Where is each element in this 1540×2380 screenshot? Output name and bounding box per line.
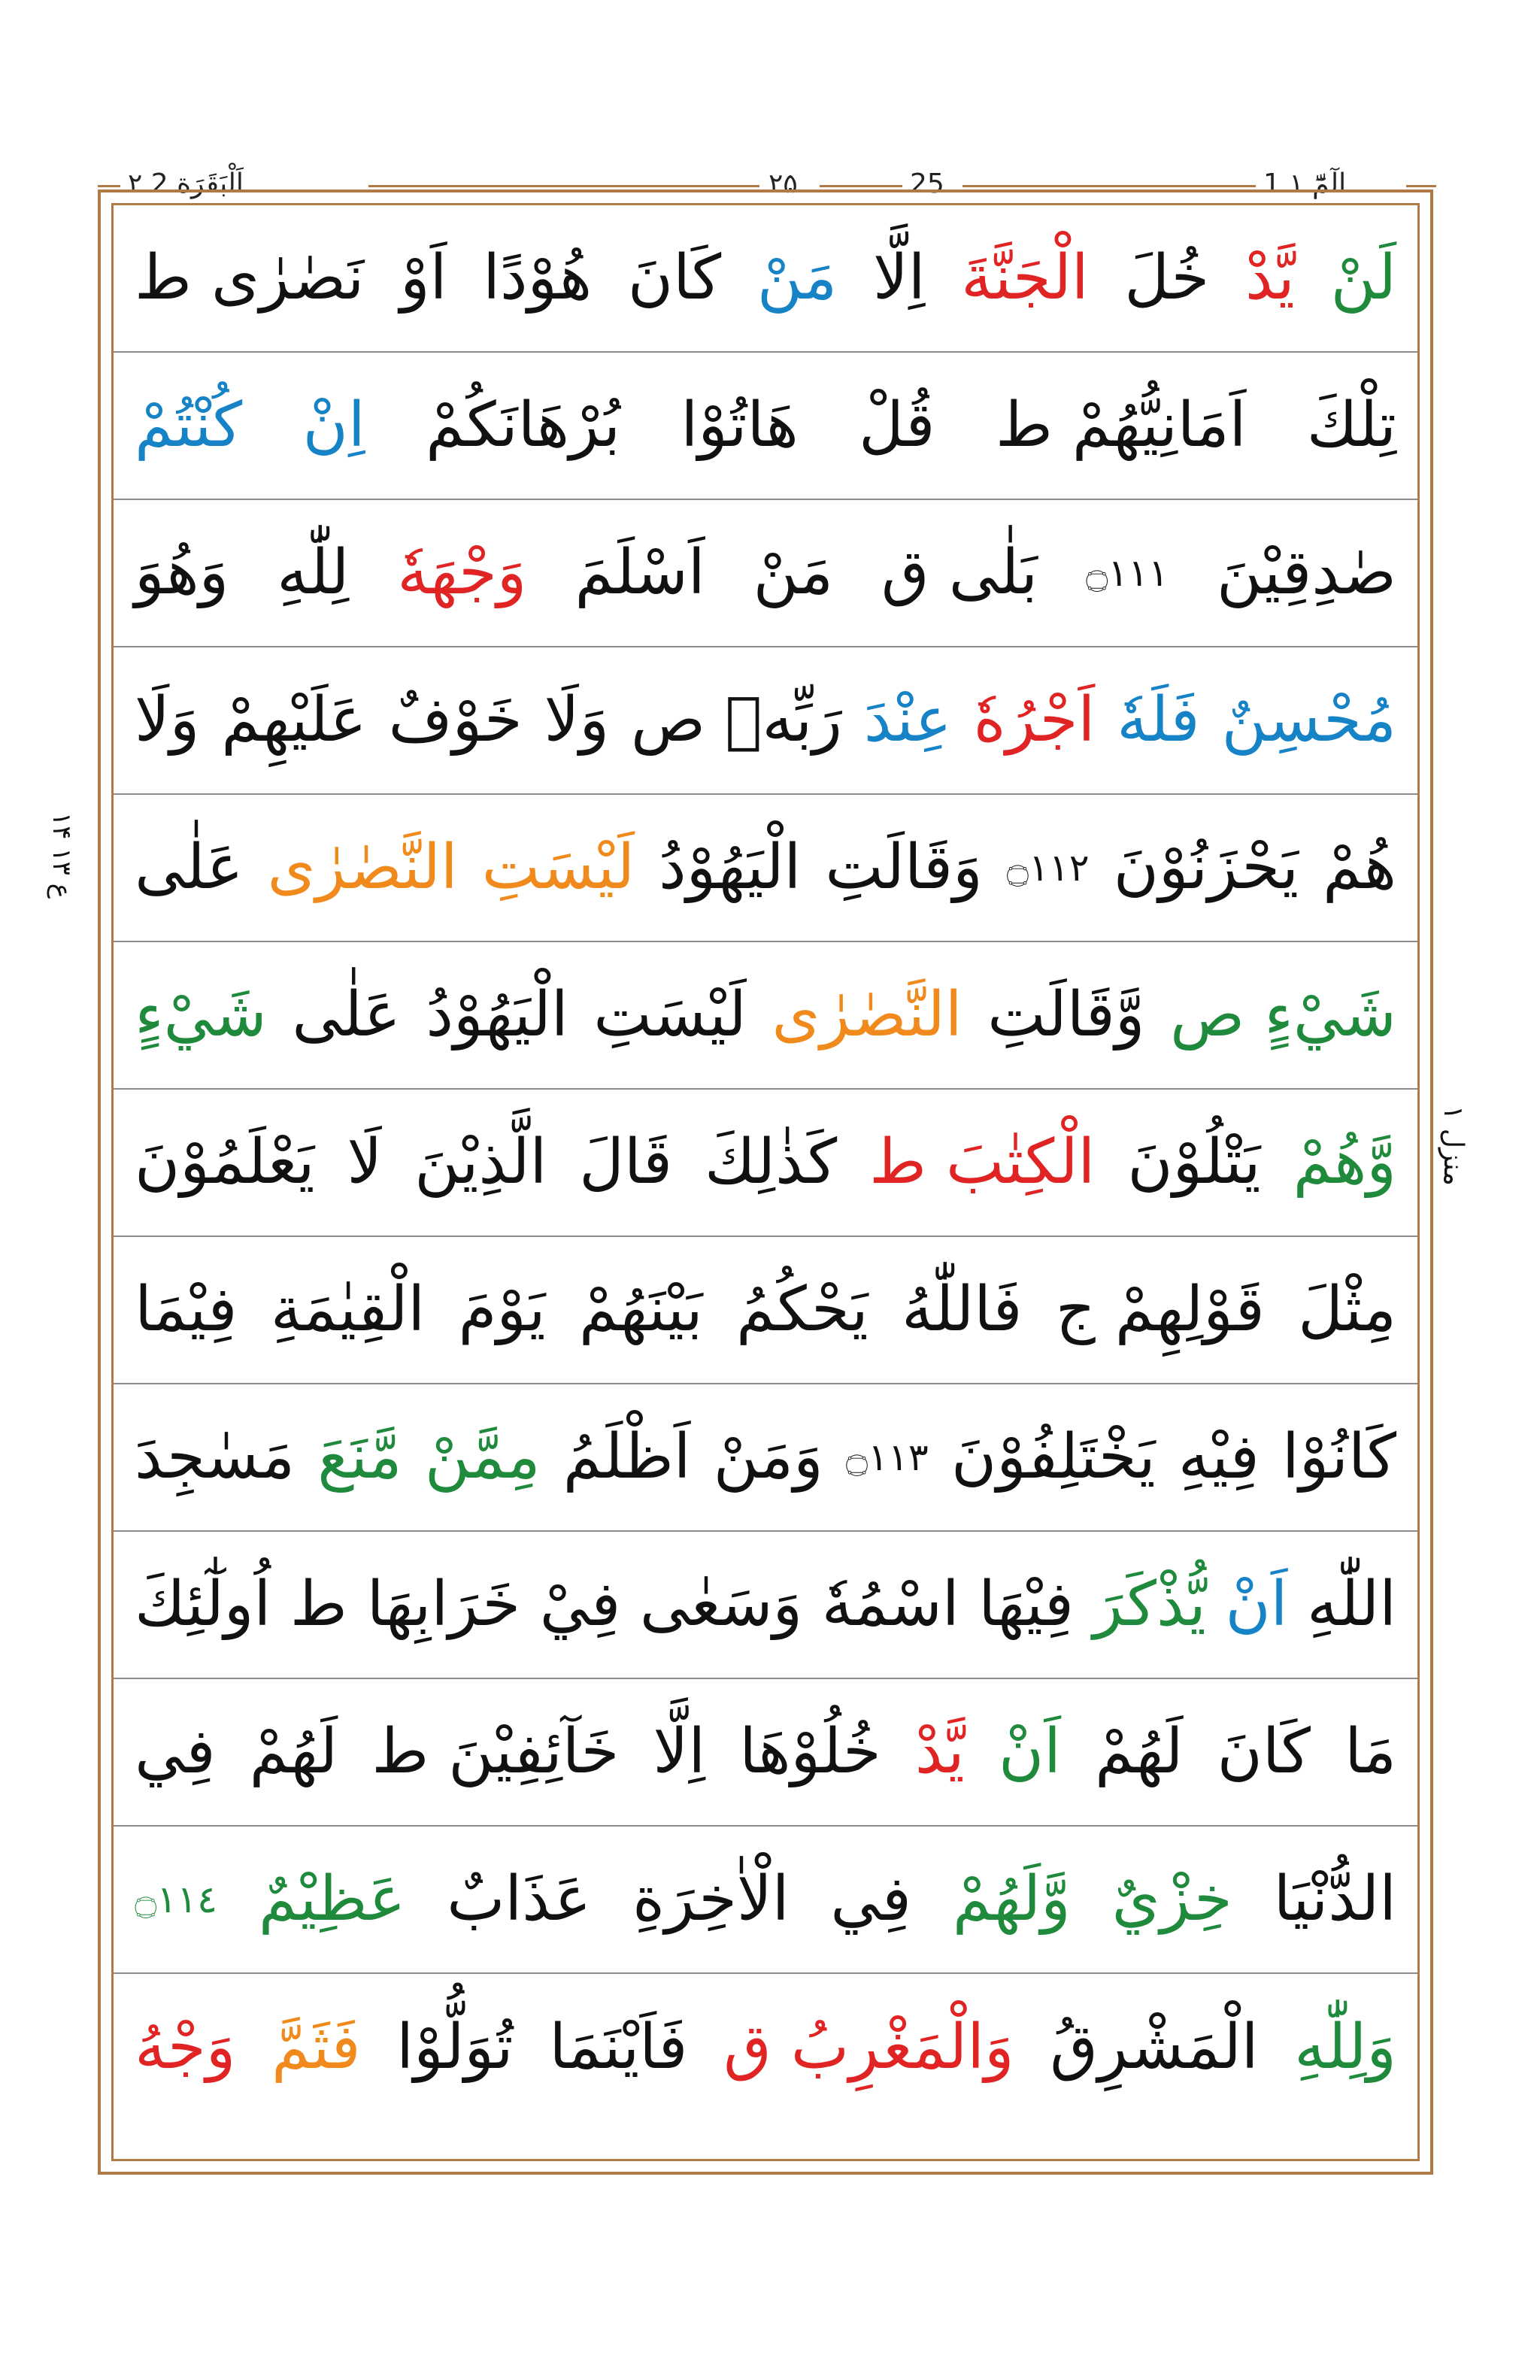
ayah-number: ۝١١١ — [1086, 551, 1169, 595]
word: فِيْهِ — [1178, 1421, 1260, 1493]
header-rule — [98, 185, 120, 187]
word: وَّهُمْ — [1293, 1126, 1396, 1198]
word: فِي — [830, 1863, 911, 1935]
word: تُوَلُّوْا — [396, 2012, 514, 2083]
word: يَخْتَلِفُوْنَ — [950, 1421, 1156, 1493]
text-line — [114, 1679, 1417, 1827]
word: فَلَهٗ — [1117, 684, 1200, 756]
word: شَيْءٍ ص — [1170, 979, 1396, 1051]
word: بَلٰى ق — [881, 537, 1038, 608]
word: الْيَهُوْدُ — [659, 832, 802, 903]
word: خَرَابِهَا ط — [290, 1569, 521, 1640]
ayah-number: ۝١١٢ — [1006, 846, 1090, 890]
manzil-marker: منزل ۱ — [1438, 1105, 1469, 1186]
surah-name: ۲ اَلْبَقَرَة 2 — [128, 168, 244, 199]
text-line — [114, 1827, 1417, 1974]
word: هُمْ — [1323, 832, 1396, 903]
page-number-arabic: ۲۵ — [768, 168, 798, 199]
word: اَمَانِيُّهُمْ ط — [995, 390, 1247, 461]
word: وَّلَهُمْ — [952, 1863, 1071, 1935]
word: فِيْ — [539, 1569, 621, 1640]
word: فَاللّٰهُ — [902, 1274, 1023, 1345]
word: مَنْ — [756, 242, 838, 314]
word: خَوْفٌ — [388, 684, 523, 756]
text-line — [114, 500, 1417, 647]
word: وَجْهَهٗ — [397, 537, 527, 608]
word: عَذَابٌ — [447, 1863, 592, 1935]
word: لَنْ — [1330, 242, 1396, 314]
word: خُلُوْهَا — [739, 1716, 881, 1787]
word: بَيْنَهُمْ — [579, 1274, 703, 1345]
word: نَصٰرٰى ط — [135, 242, 365, 314]
word: فِي — [135, 1716, 216, 1787]
word: اللّٰهِ — [1307, 1569, 1396, 1640]
text-line — [114, 1090, 1417, 1237]
ayah-number: ۝١١٤ — [135, 1878, 217, 1921]
word: اسْمُهٗ — [821, 1569, 959, 1640]
word: عَلَيْهِمْ — [221, 684, 367, 756]
word: عَظِيْمٌ — [258, 1863, 406, 1935]
word: كَذٰلِكَ — [704, 1126, 838, 1198]
word: يُّذْكَرَ — [1093, 1569, 1206, 1640]
word: مِمَّنْ — [424, 1421, 541, 1493]
word: لَيْسَتِ — [593, 979, 747, 1051]
juz-name: الٓمّٓ ۱ 1 — [1263, 168, 1347, 199]
word: يَحْكُمُ — [736, 1274, 869, 1345]
word: اَنْ — [1225, 1569, 1288, 1640]
word: اَوْ — [400, 242, 447, 314]
word: يَّدْ — [1244, 242, 1295, 314]
word: وَّقَالَتِ — [987, 979, 1145, 1051]
word: عَلٰى — [292, 979, 401, 1051]
word: كُنْتُمْ — [135, 390, 243, 461]
word: اِلَّا — [872, 242, 926, 314]
word: كَانَ — [1217, 1716, 1311, 1787]
word: الْقِيٰمَةِ — [270, 1274, 426, 1345]
word: كَانُوْا — [1282, 1421, 1396, 1493]
word: النَّصٰرٰى — [267, 832, 458, 903]
word: اَظْلَمُ — [562, 1421, 691, 1493]
word: صٰدِقِيْنَ — [1216, 537, 1396, 608]
word: الْجَنَّةَ — [961, 242, 1089, 314]
word: وَلَا — [135, 684, 200, 756]
text-line — [114, 1384, 1417, 1532]
word: فِيْمَا — [135, 1274, 238, 1345]
header-rule — [962, 185, 1256, 187]
word: فِيْهَا — [978, 1569, 1075, 1640]
word: لَا — [347, 1126, 383, 1198]
word: اِلَّا — [653, 1716, 706, 1787]
word: لِلّٰهِ — [277, 537, 350, 608]
word: يَوْمَ — [458, 1274, 546, 1345]
word: يَتْلُوْنَ — [1127, 1126, 1261, 1198]
word: وَجْهُ — [135, 2012, 236, 2083]
word: لَهُمْ — [1095, 1716, 1184, 1787]
text-line — [114, 647, 1417, 795]
word: وَلِلّٰهِ — [1294, 2012, 1396, 2083]
word: تِلْكَ — [1306, 390, 1396, 461]
word: النَّصٰرٰى — [772, 979, 962, 1051]
word: هَاتُوْا — [681, 390, 799, 461]
word: فَاَيْنَمَا — [549, 2012, 688, 2083]
word: خُلَ — [1124, 242, 1210, 314]
header-rule — [368, 185, 759, 187]
word: الدُّنْيَا — [1273, 1863, 1396, 1935]
ayah-number: ۝١١٣ — [845, 1436, 929, 1479]
word: الْاٰخِرَةِ — [632, 1863, 790, 1935]
word: مَنْ — [753, 537, 834, 608]
word: الْيَهُوْدُ — [426, 979, 568, 1051]
text-line — [114, 353, 1417, 500]
word: خَآئِفِيْنَ ط — [371, 1716, 620, 1787]
word: بُرْهَانَكُمْ — [426, 390, 621, 461]
word: مَا — [1344, 1716, 1396, 1787]
word: مُحْسِنٌ — [1221, 684, 1396, 756]
text-line — [114, 1974, 1417, 2121]
word: وَالْمَغْرِبُ ق — [723, 2012, 1014, 2083]
word: يَعْلَمُوْنَ — [135, 1126, 315, 1198]
word: قَوْلِهِمْ ج — [1055, 1274, 1265, 1345]
word: الَّذِيْنَ — [414, 1126, 547, 1198]
word: اَنْ — [998, 1716, 1061, 1787]
header-rule — [1406, 185, 1436, 187]
word: مَّنَعَ — [317, 1421, 402, 1493]
ruku-marker: ع ۱۳ ۱۴ — [47, 812, 77, 899]
word: مِثْلَ — [1298, 1274, 1396, 1345]
word: وَلَا — [544, 684, 610, 756]
word: وَقَالَتِ — [825, 832, 983, 903]
word: فَثَمَّ — [271, 2012, 361, 2083]
word: الْمَشْرِقُ — [1050, 2012, 1259, 2083]
word: رَبِّهٖ ص — [631, 684, 842, 756]
word: قُلْ — [859, 390, 935, 461]
word: الْكِتٰبَ ط — [869, 1126, 1096, 1198]
header-rule — [820, 185, 902, 187]
word: يَحْزَنُوْنَ — [1113, 832, 1299, 903]
word: وَسَعٰى — [639, 1569, 803, 1640]
text-line — [114, 205, 1417, 353]
word: اَسْلَمَ — [574, 537, 705, 608]
word: كَانَ — [627, 242, 722, 314]
text-line — [114, 795, 1417, 942]
word: اَجْرُهٗ — [973, 684, 1096, 756]
word: وَمَنْ — [713, 1421, 823, 1493]
word: هُوْدًا — [483, 242, 593, 314]
page-number: 25 — [910, 168, 944, 199]
word: لَيْسَتِ — [481, 832, 635, 903]
word: شَيْءٍ — [135, 979, 267, 1051]
word: لَهُمْ — [249, 1716, 338, 1787]
word: عَلٰى — [135, 832, 244, 903]
text-line — [114, 1532, 1417, 1679]
word: خِزْيٌ — [1111, 1863, 1232, 1935]
word: وَهُوَ — [135, 537, 229, 608]
word: قَالَ — [579, 1126, 673, 1198]
word: يَّدْ — [914, 1716, 965, 1787]
text-line — [114, 942, 1417, 1090]
word: مَسٰجِدَ — [135, 1421, 296, 1493]
word: اِنْ — [302, 390, 365, 461]
quran-text-body — [114, 205, 1417, 2121]
word: اُولٰٓئِكَ — [135, 1569, 271, 1640]
text-line — [114, 1237, 1417, 1384]
word: عِنْدَ — [863, 684, 952, 756]
